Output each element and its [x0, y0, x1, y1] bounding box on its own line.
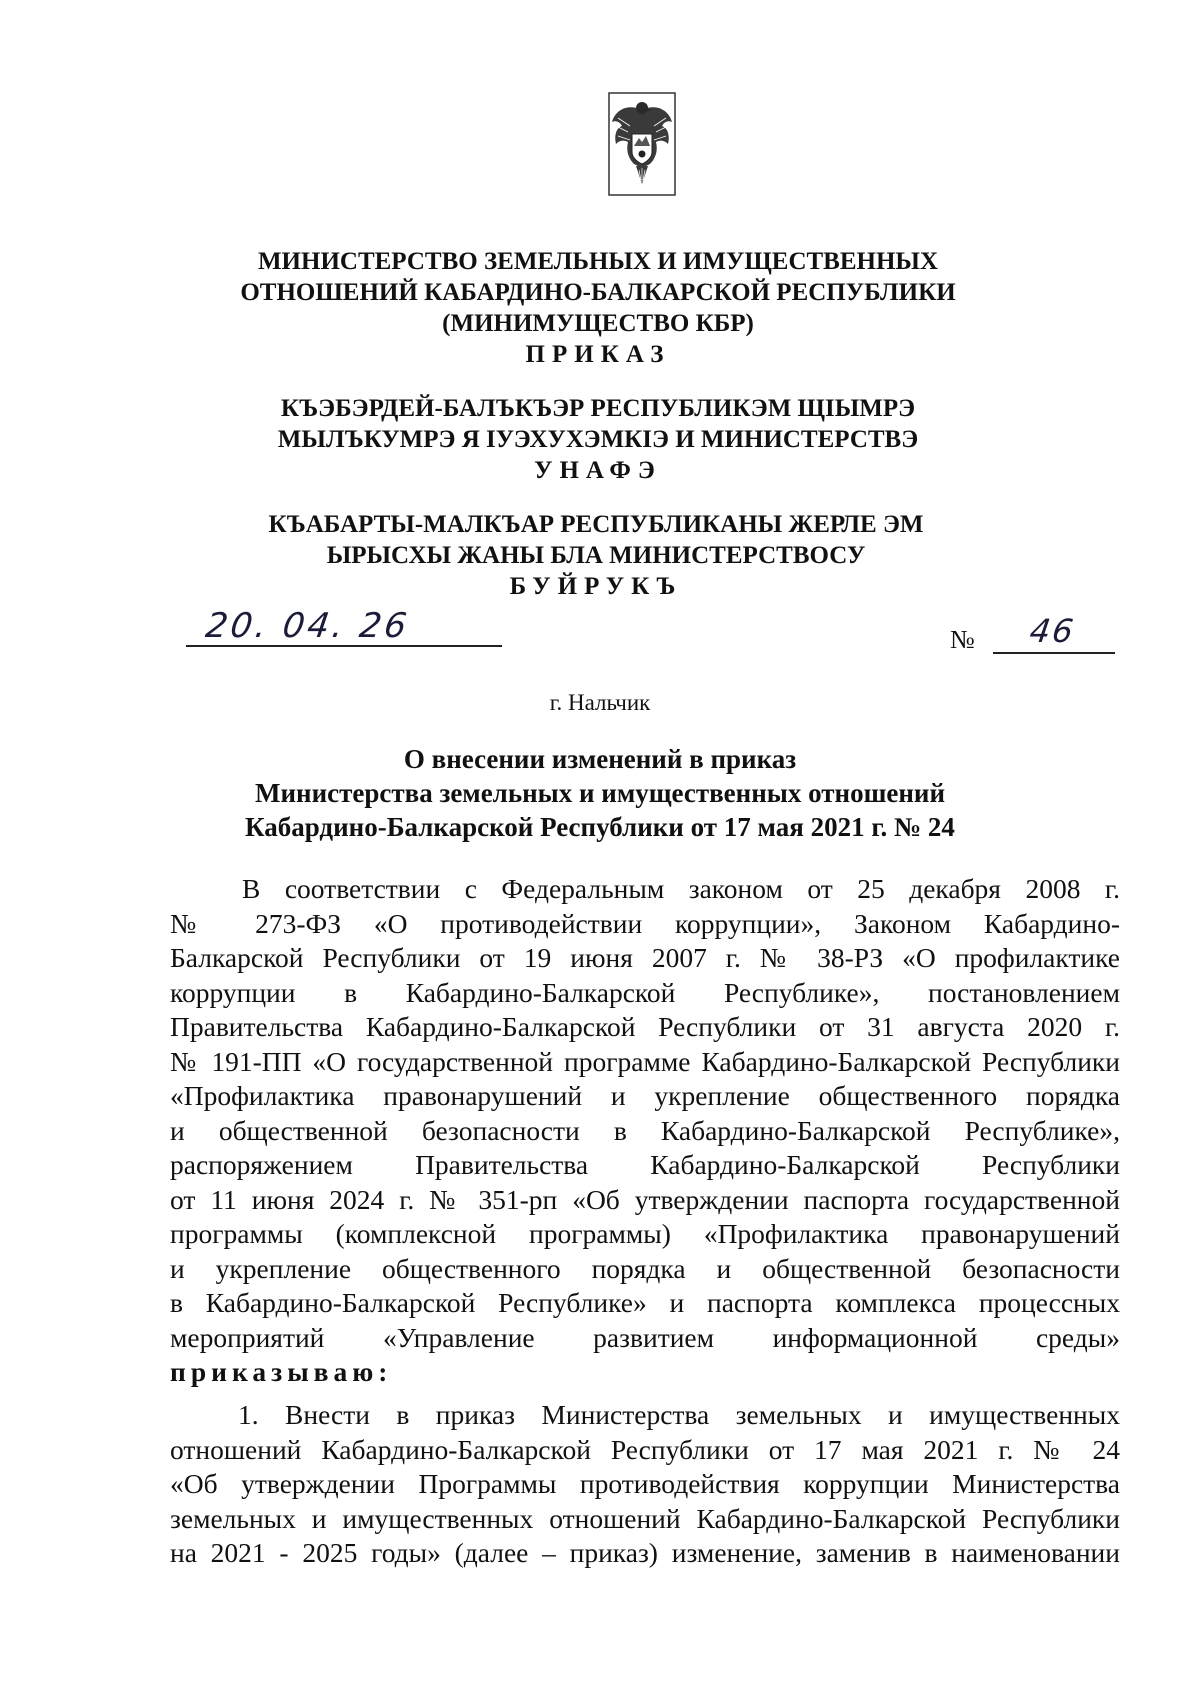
number-underline: [993, 652, 1115, 654]
preamble-paragraph: [170, 872, 1120, 1390]
preamble-line: и общественной безопасности в Кабардино-Балкарской Республике»,: [170, 1114, 1120, 1146]
item-1-line: земельных и имущественных отношений Кабардино-Балкарской Республики: [170, 1502, 1120, 1534]
document-type-ru: ПРИКАЗ: [525, 341, 671, 368]
document-type-kbd: УНАФЭ: [534, 457, 662, 484]
preamble-line: № 273-ФЗ «О противодействии коррупции», Законом Кабардино-: [170, 907, 1120, 939]
order-title-line-3: Кабардино-Балкарской Республики от 17 мая 2021 г. № 24: [245, 812, 955, 842]
item-1-line: «Об утверждении Программы противодействия коррупции Министерства: [170, 1468, 1120, 1499]
city: г. Нальчик: [549, 690, 651, 715]
number-sign: №: [950, 625, 975, 654]
handwritten-number: 46: [1027, 612, 1078, 650]
ministry-short-name: (МИНИМУЩЕСТВО КБР): [442, 310, 754, 337]
ministry-krc-line-1: КЪАБАРТЫ-МАЛКЪАР РЕСПУБЛИКАНЫ ЖЕРЛЕ ЭМ: [268, 511, 924, 538]
preamble-line: в Кабардино-Балкарской Республике» и паспорта комплекса процессных: [170, 1287, 1120, 1318]
preamble-line: Балкарской Республики от 19 июня 2007 г. № 38-РЗ «О профилактике: [170, 942, 1120, 973]
preamble-line: «Профилактика правонарушений и укрепление общественного порядка: [170, 1080, 1120, 1111]
order-title-line-2: Министерства земельных и имущественных отношений: [254, 778, 946, 808]
date-underline: [186, 645, 502, 647]
order-title-line-1: О внесении изменений в приказ: [403, 744, 797, 774]
ministry-kbd-line-2: МЫЛЪКУМРЭ Я IУЭХУХЭМКIЭ И МИНИСТЕРСТВЭ: [277, 426, 919, 453]
item-1-paragraph: [170, 1398, 1120, 1571]
preamble-line: и укрепление общественного порядка и общественной безопасности: [170, 1252, 1120, 1284]
item-1-line: 1. Внести в приказ Министерства земельных и имущественных: [238, 1399, 1120, 1430]
ministry-header-krc: [0, 509, 1196, 602]
preamble-line: распоряжением Правительства Кабардино-Балкарской Республики: [170, 1149, 1120, 1180]
item-1-line: отношений Кабардино-Балкарской Республики от 17 мая 2021 г. № 24: [170, 1433, 1120, 1465]
preamble-line: № 191-ПП «О государственной программе Кабардино-Балкарской Республики: [170, 1045, 1120, 1077]
item-1-line: на 2021 - 2025 годы» (далее – приказ) изменение, заменив в наименовании: [170, 1537, 1120, 1568]
ministry-header-kbd: [0, 393, 1198, 486]
document-type-krc: БУЙРУКЪ: [509, 573, 683, 600]
order-title: [0, 742, 1200, 844]
preamble-line: от 11 июня 2024 г. № 351-рп «Об утверждении паспорта государственной: [170, 1183, 1120, 1215]
ministry-line-1: МИНИСТЕРСТВО ЗЕМЕЛЬНЫХ И ИМУЩЕСТВЕННЫХ: [257, 248, 939, 275]
ministry-kbd-line-1: КЪЭБЭРДЕЙ-БАЛЪКЪЭР РЕСПУБЛИКЭМ ЩIЫМРЭ: [280, 395, 916, 422]
preamble-line: коррупции в Кабардино-Балкарской Республике», постановлением: [170, 976, 1120, 1008]
ministry-line-2: ОТНОШЕНИЙ КАБАРДИНО-БАЛКАРСКОЙ РЕСПУБЛИКИ: [240, 279, 956, 306]
handwritten-date: 20. 04. 26: [203, 606, 412, 646]
preamble-line: В соответствии с Федеральным законом от 25 декабря 2008 г.: [242, 873, 1120, 904]
preamble-line: мероприятий «Управление развитием информационной среды»: [170, 1321, 1120, 1353]
coat-of-arms-emblem: [608, 92, 676, 196]
ministry-krc-line-2: ЫРЫСХЫ ЖАНЫ БЛА МИНИСТЕРСТВОСУ: [326, 542, 866, 569]
order-word: приказываю:: [170, 1356, 393, 1387]
ministry-header-ru: [0, 246, 1198, 370]
preamble-line: Правительства Кабардино-Балкарской Республики от 31 августа 2020 г.: [170, 1011, 1120, 1042]
preamble-line: программы (комплексной программы) «Профилактика правонарушений: [170, 1218, 1120, 1249]
